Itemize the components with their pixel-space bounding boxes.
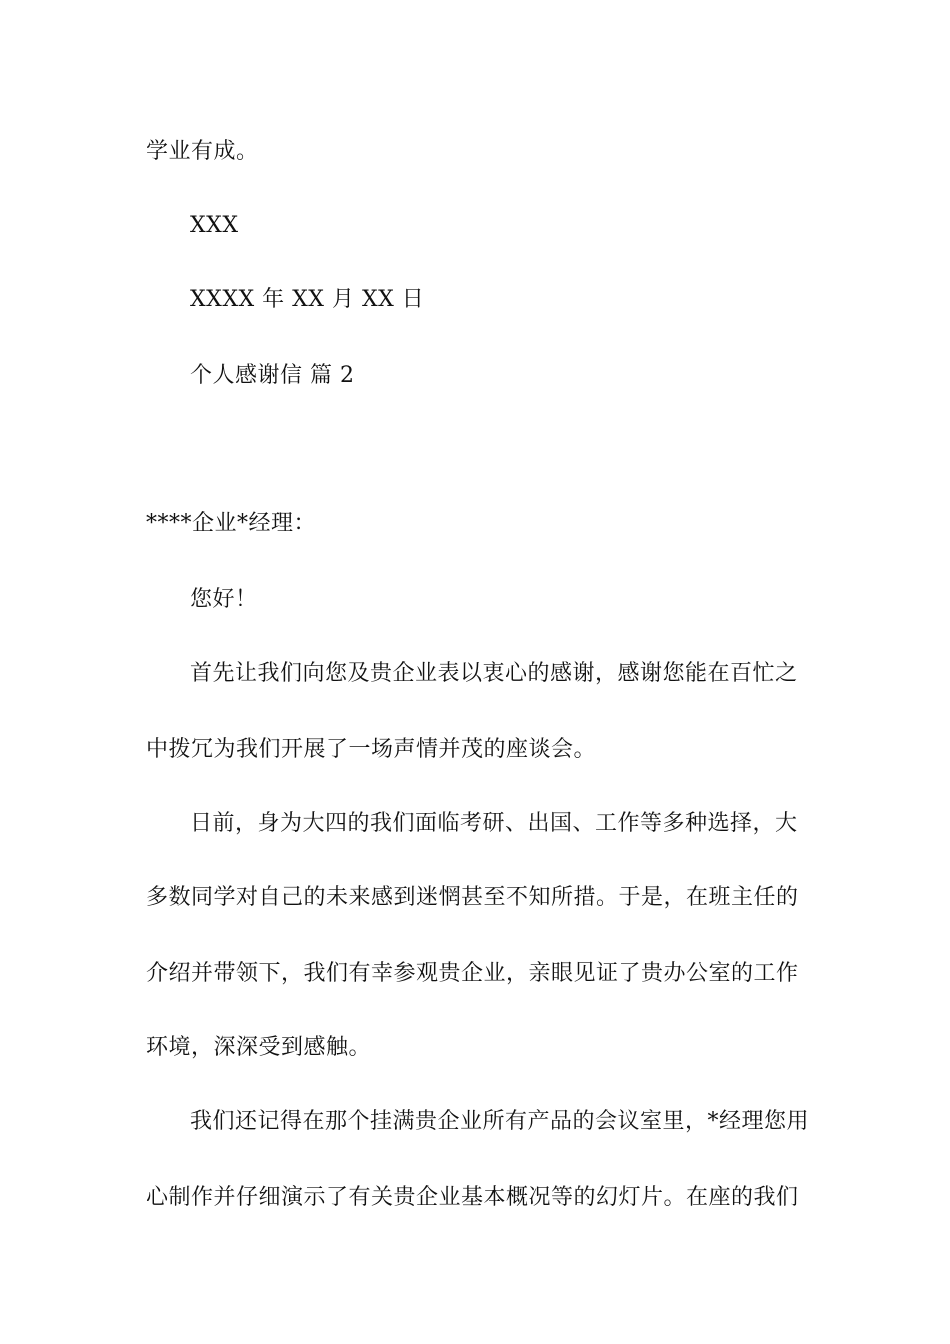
closing-line: 学业有成。 (146, 139, 259, 164)
salutation: ****企业*经理： (146, 511, 317, 536)
paragraph-line: 日前，身为大四的我们面临考研、出国、工作等多种选择，大 (190, 811, 798, 836)
signature-name: XXX (190, 213, 239, 238)
paragraph-line: 中拨冗为我们开展了一场声情并茂的座谈会。 (146, 737, 597, 762)
paragraph-line: 心制作并仔细演示了有关贵企业基本概况等的幻灯片。在座的我们 (146, 1185, 799, 1210)
paragraph-line: 介绍并带领下，我们有幸参观贵企业，亲眼见证了贵办公室的工作 (146, 961, 799, 986)
paragraph-line: 多数同学对自己的未来感到迷惘甚至不知所措。于是，在班主任的 (146, 885, 799, 910)
section-heading: 个人感谢信 篇 2 (190, 363, 355, 388)
paragraph-line: 我们还记得在那个挂满贵企业所有产品的会议室里，*经理您用 (190, 1109, 810, 1134)
greeting: 您好！ (190, 587, 258, 612)
paragraph-line: 环境，深深受到感触。 (146, 1035, 372, 1060)
signature-date: XXXX 年 XX 月 XX 日 (190, 287, 425, 312)
paragraph-line: 首先让我们向您及贵企业表以衷心的感谢，感谢您能在百忙之 (190, 661, 798, 686)
